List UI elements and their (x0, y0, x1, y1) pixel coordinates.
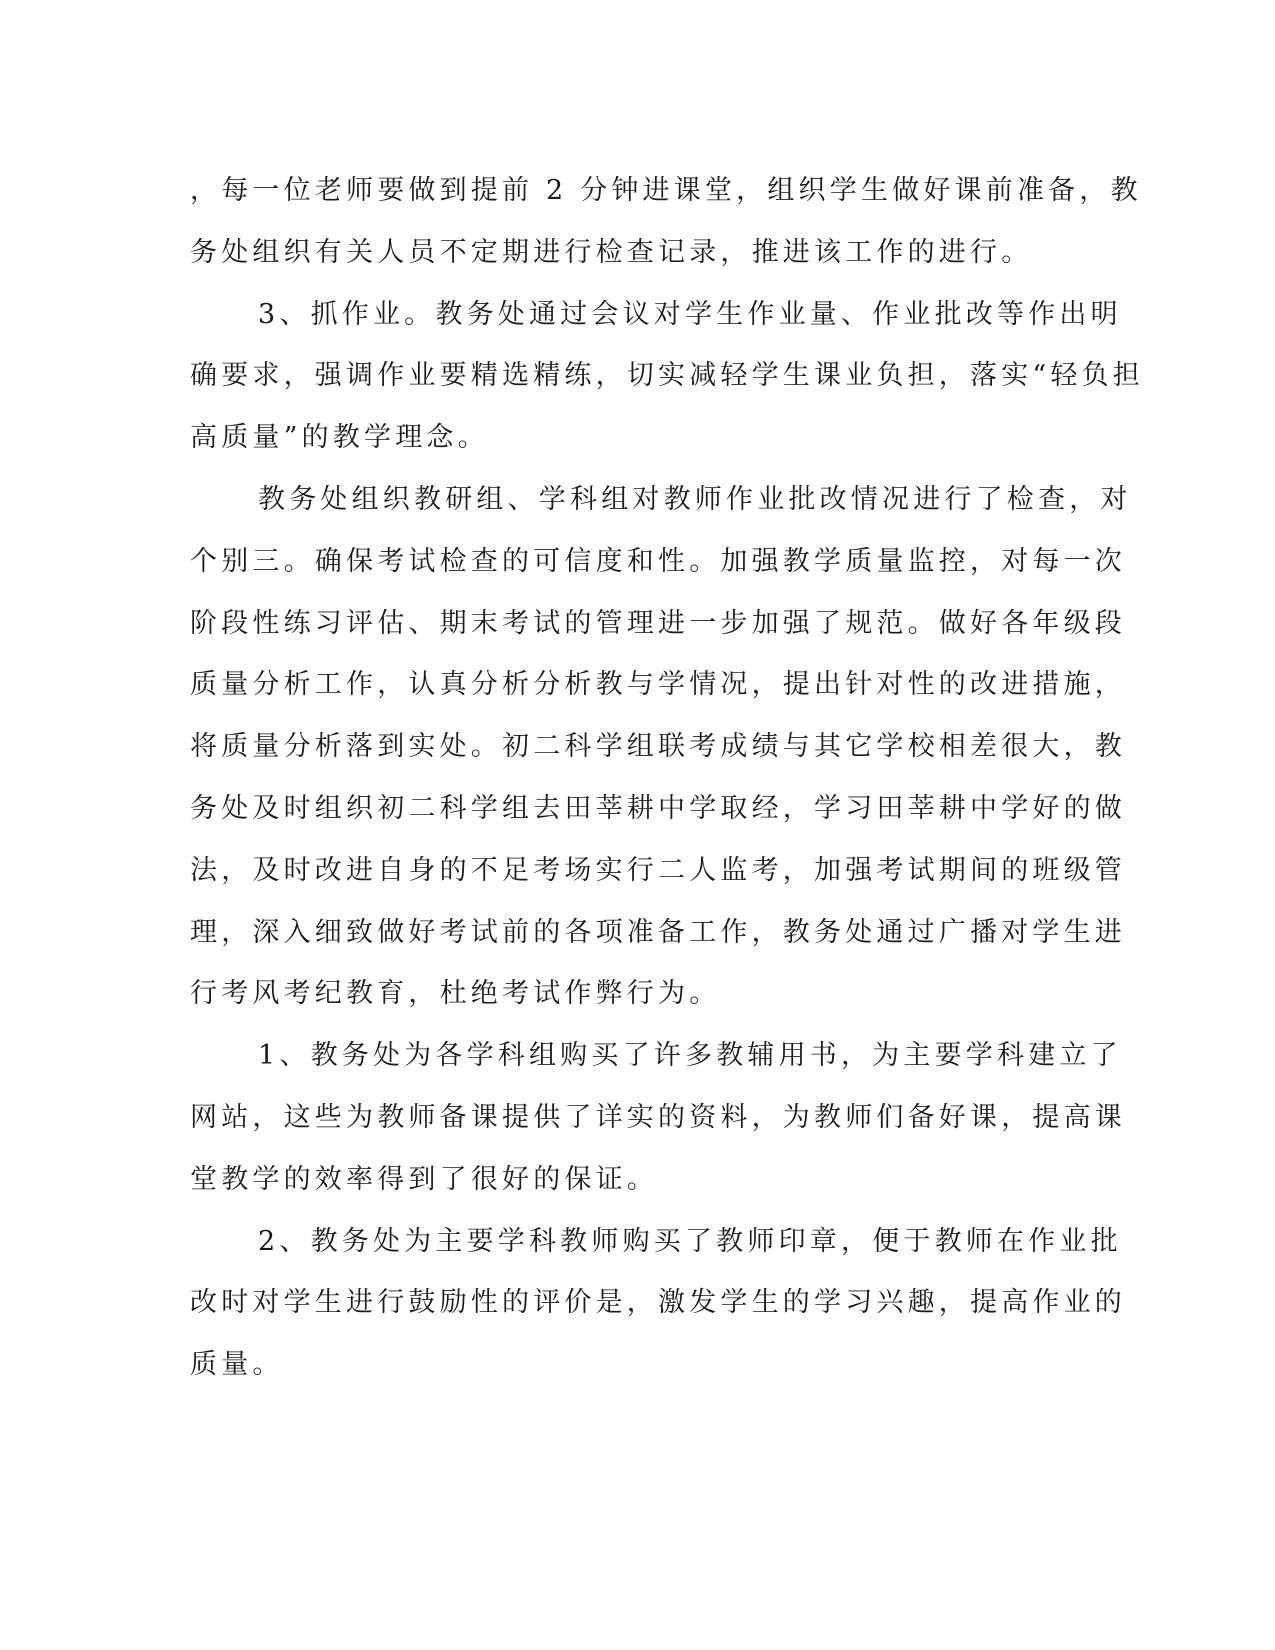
text-line: ，每一位老师要做到提前 2 分钟进课堂，组织学生做好课前准备，教 (190, 175, 1142, 206)
document-body (190, 160, 1145, 1396)
text-line: 质量。 (190, 1349, 284, 1381)
paragraph-first-line: 2、教务处为主要学科教师购买了教师印章，便于教师在作业批 (258, 1225, 1122, 1257)
text-line: 行考风考纪教育，杜绝考试作弊行为。 (190, 978, 721, 1010)
text-line: 堂教学的效率得到了很好的保证。 (190, 1163, 658, 1195)
text-line: 确要求，强调作业要精选精练，切实减轻学生课业负担，落实“轻负担 (190, 360, 1145, 392)
text-line: 法，及时改进自身的不足考场实行二人监考，加强考试期间的班级管 (190, 854, 1126, 886)
paragraph-first-line: 教务处组织教研组、学科组对教师作业批改情况进行了检查，对 (258, 483, 1132, 515)
text-line: 网站，这些为教师备课提供了详实的资料，为教师们备好课，提高课 (190, 1101, 1126, 1133)
text-line: 阶段性练习评估、期末考试的管理进一步加强了规范。做好各年级段 (190, 607, 1126, 639)
paragraph-first-line: 3、抓作业。教务处通过会议对学生作业量、作业批改等作出明 (258, 298, 1122, 330)
text-line: 理，深入细致做好考试前的各项准备工作，教务处通过广播对学生进 (190, 916, 1126, 948)
text-line: 个别三。确保考试检查的可信度和性。加强教学质量监控，对每一次 (190, 545, 1126, 577)
text-line: 高质量”的教学理念。 (190, 422, 489, 454)
paragraph-first-line: 1、教务处为各学科组购买了许多教辅用书，为主要学科建立了 (258, 1040, 1122, 1072)
text-line: 务处组织有关人员不定期进行检查记录，推进该工作的进行。 (190, 236, 1033, 268)
text-line: 改时对学生进行鼓励性的评价是，激发学生的学习兴趣，提高作业的 (190, 1287, 1126, 1319)
text-line: 将质量分析落到实处。初二科学组联考成绩与其它学校相差很大，教 (190, 731, 1126, 763)
text-line: 务处及时组织初二科学组去田莘耕中学取经，学习田莘耕中学好的做 (190, 792, 1126, 824)
text-line: 质量分析工作，认真分析分析教与学情况，提出针对性的改进措施， (190, 669, 1126, 701)
